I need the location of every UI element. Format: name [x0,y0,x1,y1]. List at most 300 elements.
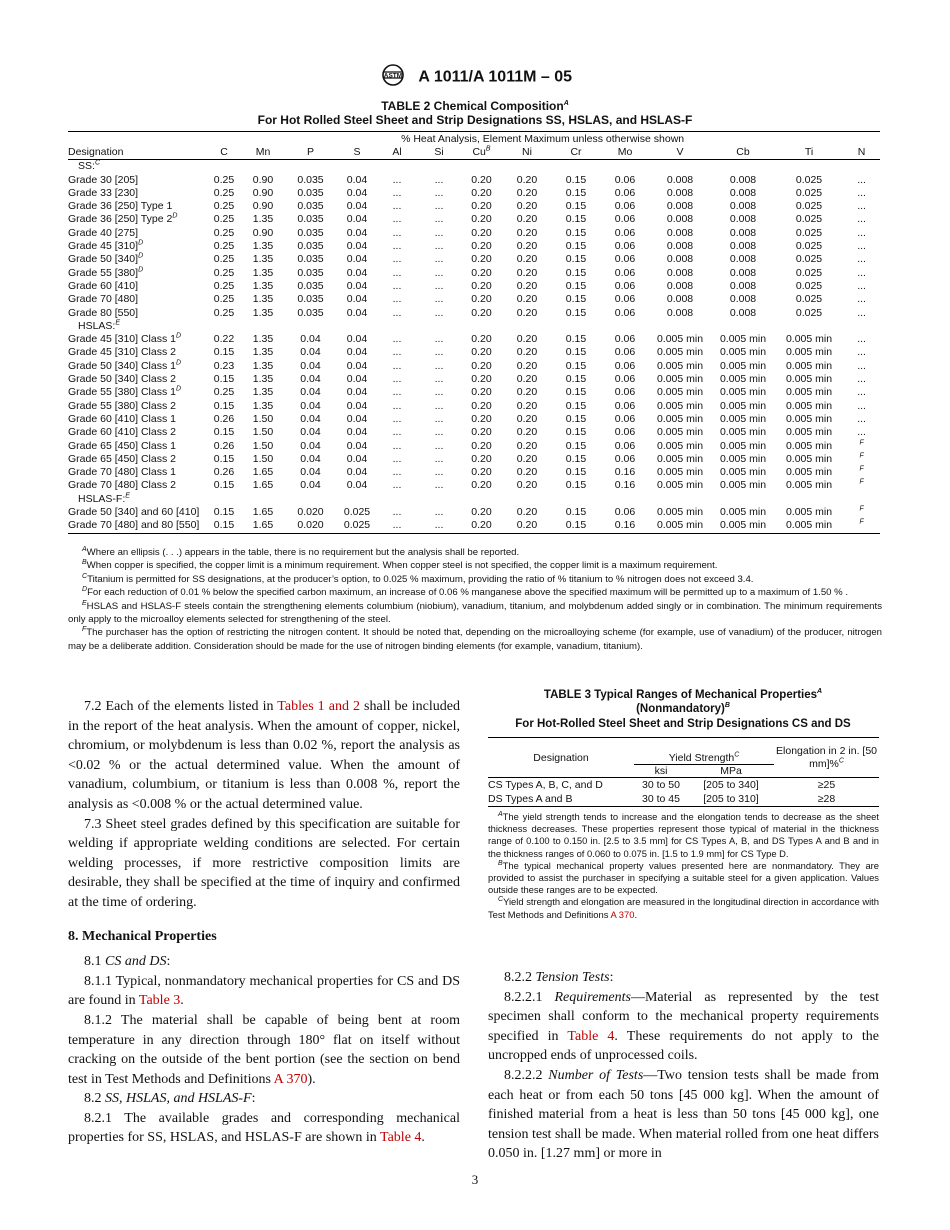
table2-cell-v: 0.008 [666,266,694,279]
table2-cell-v: 0.005 min [656,359,704,372]
table2-col-s: S [338,145,376,160]
table3-col-elongation: Elongation in 2 in. [50 mm]%$^C$ [774,738,879,778]
table2-cell-s: 0.04 [346,386,368,399]
table2-cell-mo: 0.06 [614,266,636,279]
table2-cell-cb: 0.008 [729,279,757,292]
table2-cell-v: 0.005 min [656,333,704,346]
table2-cell-p: 0.04 [300,412,321,425]
table2-cell-cr: 0.15 [565,386,587,399]
table3-col-designation: Designation [488,738,634,778]
table2-cell-s: 0.025 [343,506,371,519]
table2-cell-al: ... [392,173,402,186]
table2-row [68,333,880,346]
table2-cell-p: 0.035 [297,213,324,226]
table2-cell-n: ... [857,279,866,292]
table2-cell-c: 0.15 [213,506,235,519]
table2-cell-n: ... [857,293,866,306]
table2-cell-ti: 0.005 min [785,466,833,479]
table2-row-designation: Grade 60 [410] Class 1 [68,412,176,425]
table3-caption: TABLE 3 Typical Ranges of Mechanical Properties$^A$ (Nonmandatory)$^B$ For Hot-Rolled Steel Sheet and Strip Designations CS and DS [488,688,878,731]
table2-cell-al: ... [392,253,402,266]
table2-cell-ti: 0.025 [795,213,823,226]
table2-cell-cu: 0.20 [471,479,492,492]
table2-cell-cu: 0.20 [471,412,492,425]
table2-cell-p: 0.035 [297,293,324,306]
table2-cell-c: 0.25 [213,226,235,239]
table2-col-n: N [843,145,880,160]
table2-cell-v: 0.005 min [656,412,704,425]
paragraph-8-2-2-1: 8.2.2.1 Requirements—Material as represented by the test specimen shall conform to the mechanical property requirements specified in Table 4. These requirements do not apply to the uncropped ends of unprocessed coils. [488,989,879,1064]
table2-cell-v: 0.008 [666,173,694,186]
table2-row-designation: Grade 50 $[340]^D$ [68,252,144,266]
table3-cell-elong: ≥25 [817,779,836,791]
table2-cell-mn: 1.35 [252,240,274,253]
paragraph-8-1-1: 8.1.1 Typical, nonmandatory mechanical properties for CS and DS are found in Table 3. [68,973,460,1009]
table2-row-designation: Grade 70 [480] [68,293,139,306]
table2-cell-ti: 0.025 [795,306,823,319]
table2-row-designation: Grade 36 [250] Type $2^D$ [68,212,178,226]
table2-cell-s: 0.04 [346,479,368,492]
paragraph-8-2-2-2: 8.2.2.2 Number of Tests—Two tension tests shall be made from each heat or from each 50 tons [45 000 kg]. When the amount of finished material from a heat is less than 50 tons [45 000 kg], one tension test shall be made. When material rolled from one heat differs 0.050 in. [1.27 mm] or more in [488,1067,880,1162]
paragraph-8-1: 8.1 CS and DS: [84,954,171,970]
table2-cell-al: ... [392,186,402,199]
table3-row [488,792,879,807]
table2-cell-mn: 1.35 [252,359,274,372]
table2-cell-ti: 0.005 min [785,333,833,346]
table2-row [68,426,880,439]
table2-cell-c: 0.15 [213,373,235,386]
table2-cell-cb: 0.005 min [719,346,767,359]
table2-cell-n: F [859,478,864,486]
table2-cell-mo: 0.06 [614,293,636,306]
table3-cell-elong: ≥28 [774,792,879,807]
table2-cell-v: 0.005 min [656,346,704,359]
table2-row [68,440,880,453]
table2-cell-cr: 0.15 [565,200,587,213]
table2-cell-ti: 0.025 [795,266,823,279]
table2-cell-al: ... [392,200,402,213]
table2-cell-cu: 0.20 [471,266,492,279]
table2-cell-ni: 0.20 [516,240,538,253]
table2-cell-cb: 0.005 min [719,333,767,346]
table2-cell-cb: 0.008 [729,200,757,213]
table2-cell-v: 0.008 [666,279,694,292]
table2-cell-s: 0.04 [346,306,368,319]
table2-row [68,386,880,399]
table2-row [68,506,880,519]
table2-cell-cr: 0.15 [565,279,587,292]
table2-cell-mo: 0.06 [614,373,636,386]
table2-cell-ti: 0.025 [795,226,823,239]
table2-cell-ti: 0.025 [795,279,823,292]
table2-footnote: $^E$HSLAS and HSLAS-F steels contain the strengthening elements columbium (niobium), vanadium, titanium, and molybdenum added singly or in combination. The minimum requirements only apply to the microalloy elements selected for strengthening of the steel. [68,599,882,626]
table2-cell-cb: 0.005 min [719,359,767,372]
table2-cell-cr: 0.15 [565,346,587,359]
table2-cell-p: 0.04 [300,466,321,479]
table2-footnote: $^D$For each reduction of 0.01 % below the specified carbon maximum, an increase of 0.06 % manganese above the specified maximum will be permitted up to a maximum of 1.50 % . [82,586,849,599]
table2-cell-v: 0.008 [666,306,694,319]
table2-cell-mo: 0.16 [614,466,636,479]
table2-cell-n: ... [857,346,866,359]
table2-cell-cb: 0.005 min [719,399,767,412]
table2-cell-ni: 0.20 [516,253,538,266]
table2-cell-ti: 0.005 min [785,506,833,519]
table2-title: TABLE 2 Chemical Composition [381,99,564,113]
table2-cell-cb: 0.005 min [719,426,767,439]
table2-cell-ni: 0.20 [516,213,538,226]
table2-cell-c: 0.25 [213,293,235,306]
table2-cell-cu: 0.20 [471,373,492,386]
table2-cell-cu: 0.20 [471,466,492,479]
table2-cell-ti: 0.025 [795,200,823,213]
table2-row [68,413,880,426]
table2-row [68,479,880,492]
table2-row-designation: Grade 65 [450] Class 2 [68,452,176,465]
table3-footnote: $^C$Yield strength and elongation are measured in the longitudinal direction in accordance with Test Methods and Definitions A 370. [488,896,879,920]
table2-cell-mo: 0.06 [614,426,636,439]
table2-cell-si: ... [434,306,444,319]
table2-cell-mo: 0.06 [614,439,636,452]
svg-text:ASTM: ASTM [383,72,403,80]
table2-cell-p: 0.020 [297,506,324,519]
table2-row [68,400,880,413]
table2-cell-c: 0.26 [213,439,235,452]
table2-cell-mn: 1.35 [252,279,274,292]
table2-cell-s: 0.04 [346,173,368,186]
table2-cell-n: ... [857,266,866,279]
astm-logo-icon [378,64,408,91]
table2-cell-c: 0.15 [213,479,235,492]
table2-cell-n: ... [857,333,866,346]
table2-cell-al: ... [392,479,402,492]
table2-cell-si: ... [434,466,444,479]
table2-cell-cu: 0.20 [471,186,492,199]
table2-cell-cr: 0.15 [565,173,587,186]
table2-cell-s: 0.025 [338,519,376,533]
table2-cell-s: 0.04 [346,399,368,412]
table2-cell-v: 0.005 min [656,506,704,519]
table2-cell-c: 0.25 [213,240,235,253]
table2-cell-s: 0.04 [346,346,368,359]
table2-cell-ni: 0.20 [516,346,538,359]
table2-cell-mn: 0.90 [252,173,274,186]
table2-cell-cu: 0.20 [471,200,492,213]
link-a370-footnote[interactable]: A 370 [610,908,635,920]
table2-row-designation: Grade 36 [250] Type 1 [68,200,173,213]
table2-cell-ni: 0.20 [503,519,551,533]
table2-row [68,307,880,320]
table2-cell-v: 0.005 min [656,466,704,479]
table2-cell-n: F [859,465,864,473]
table2-cell-al: ... [392,306,402,319]
table2-cell-p: 0.035 [297,226,324,239]
table2-cell-s: 0.04 [346,439,368,452]
table2-cell-mo: 0.06 [614,359,636,372]
table2-group-label: SS:$^C$ [78,159,100,173]
table3-cell-designation: CS Types A, B, C, and D [488,779,603,791]
link-a370[interactable]: A 370 [273,1071,308,1087]
table2-cell-n: ... [857,173,866,186]
table2-cell-n: F [859,505,864,513]
table2-cell-c: 0.25 [213,386,235,399]
table2-cell-ni: 0.20 [516,506,538,519]
table2-cell-s: 0.04 [346,426,368,439]
table2-cell-si: ... [434,439,444,452]
table2-cell-cb: 0.008 [729,266,757,279]
table2-row-designation: Grade 70 [480] Class 2 [68,479,176,492]
table2-cell-n: ... [857,359,866,372]
table2-cell-ti: 0.005 min [785,426,833,439]
table2-cell-si: ... [434,452,444,465]
table2-cell-al: ... [392,226,402,239]
table3-row [488,778,879,793]
table2-cell-mo: 0.06 [614,226,636,239]
table2-cell-p: 0.035 [297,186,324,199]
table2-cell-si: ... [434,373,444,386]
table2-cell-al: ... [392,346,402,359]
table3-footnote: $^A$The yield strength tends to increase and the elongation tends to decrease as the sheet thickness decreases. These properties represent those typical of material in the thickness range of 0.100 to 0.150 in. [2.5 to 3.5 mm] for CS Types A, B, and DS Types A and B and in the thickness ranges of 0.060 to 0.075 in. [1.5 to 1.9 mm] for CS Type D. [488,810,879,859]
table2-cell-v: 0.008 [666,293,694,306]
table2-cell-mo: 0.06 [614,173,636,186]
table2-row-designation: Grade 55 [380] Class $1^D$ [68,385,182,399]
table2-cell-mn: 1.65 [243,519,283,533]
table2-cell-c: 0.15 [213,346,235,359]
table2-col-designation: Designation [68,145,205,160]
table3-col-yield: Yield Strength$^C$ [634,738,774,765]
table2-cell-mo: 0.06 [614,333,636,346]
table2-cell-p: 0.04 [300,439,321,452]
table2-row-designation: Grade 55 [380] Class 2 [68,399,176,412]
table2-cell-mn: 1.35 [252,399,274,412]
table2-cell-mn: 1.50 [252,452,274,465]
table2-cell-mn: 0.90 [252,200,274,213]
table2-cell-cr: 0.15 [565,439,587,452]
right-column-text [488,968,879,1164]
table2-cell-mn: 1.35 [252,386,274,399]
table2-cell-p: 0.035 [297,266,324,279]
table2-cell-si: ... [434,412,444,425]
table2-cell-mn: 1.35 [252,266,274,279]
table2-cell-p: 0.04 [300,452,321,465]
table2-cell-s: 0.04 [346,266,368,279]
table2-cell-al: ... [392,240,402,253]
table2-cell-cu: 0.20 [471,279,492,292]
table2-cell-si: ... [418,519,460,533]
table2-cell-mn: 1.35 [252,373,274,386]
table2-cell-cb: 0.008 [729,293,757,306]
table2-cell-si: ... [434,240,444,253]
table2-cell-cr: 0.15 [565,373,587,386]
table2-cell-cr: 0.15 [565,186,587,199]
table2-cell-ti: 0.005 min [785,452,833,465]
table2-cell-cb: 0.008 [729,213,757,226]
table2-title-note: A [563,100,569,107]
table2-row [68,466,880,479]
table2-cell-n: F [859,439,864,447]
table2-cell-si: ... [434,359,444,372]
table2-cell-c: 0.25 [213,279,235,292]
table2-cell-n: ... [857,240,866,253]
table2-cell-v: 0.008 [666,226,694,239]
table2-cell-mn: 1.35 [252,253,274,266]
table2-cell-cb: 0.005 min [719,439,767,452]
table2-cell-si: ... [434,399,444,412]
table2-cell-p: 0.035 [297,200,324,213]
table2-cell-n: ... [857,306,866,319]
table2-cell-mo: 0.06 [614,213,636,226]
table2-cell-mo: 0.06 [614,346,636,359]
table2-cell-al: ... [392,359,402,372]
table2-cell-n: ... [857,386,866,399]
table2-cell-s: 0.04 [346,200,368,213]
table2-cell-mn: 1.50 [252,426,274,439]
link-tables-1-and-2[interactable]: Tables 1 and 2 [277,699,360,714]
table2-group-label: HSLAS-F:$^E$ [78,492,130,505]
table2-cell-ni: 0.20 [516,359,538,372]
document-designation: A 1011/A 1011M – 05 [418,68,573,86]
table2-cell-cr: 0.15 [565,266,587,279]
table2-cell-ti: 0.025 [795,293,823,306]
table2-cell-s: 0.04 [346,373,368,386]
table2-cell-ti: 0.025 [795,186,823,199]
left-column-text [68,697,460,1148]
table2-cell-cb: 0.005 min [719,386,767,399]
table2-cell-cu: 0.20 [471,213,492,226]
table2-cell-cr: 0.15 [565,306,587,319]
table2-row [68,519,880,533]
table2-cell-n: F [843,519,880,533]
table2-col-mo: Mo [601,145,649,160]
table2-col-si: Si [418,145,460,160]
table2-cell-ni: 0.20 [516,333,538,346]
table2-cell-n: ... [857,399,866,412]
table2-footnote: $^C$Titanium is permitted for SS designations, at the producer’s option, to 0.025 % maximum, providing the ratio of % titanium to % nitrogen does not exceed 3.4. [82,572,754,585]
table2-cell-n: ... [857,213,866,226]
table2-cell-v: 0.005 min [656,439,704,452]
table2-cell-p: 0.04 [300,386,321,399]
table2-chemical-composition [68,131,880,534]
table2-row-designation: Grade 33 [230] [68,186,139,199]
table2-cell-al: ... [392,386,402,399]
table3-cell-designation: DS Types A and B [488,792,634,807]
table2-cell-ti: 0.005 min [785,386,833,399]
table2-span-header: % Heat Analysis, Element Maximum unless otherwise shown [205,132,880,146]
table2-cell-s: 0.04 [346,466,368,479]
table2-cell-ni: 0.20 [516,466,538,479]
table2-row [68,346,880,359]
page-number: 3 [471,1172,479,1187]
table2-cell-s: 0.04 [346,293,368,306]
table2-cell-c: 0.22 [213,333,235,346]
table2-cell-si: ... [434,479,444,492]
table2-cell-v: 0.005 min [656,479,704,492]
table2-cell-ni: 0.20 [516,306,538,319]
table2-cell-c: 0.26 [213,412,235,425]
table2-row-designation: Grade 80 [550] [68,306,139,319]
table2-cell-p: 0.04 [300,346,321,359]
table2-cell-ti: 0.005 min [785,359,833,372]
table2-row [68,227,880,240]
table2-cell-p: 0.04 [300,479,321,492]
table2-cell-cb: 0.008 [729,253,757,266]
table2-cell-cb: 0.008 [729,173,757,186]
table2-cell-ni: 0.20 [516,452,538,465]
table2-cell-cb: 0.008 [729,240,757,253]
table2-col-mn: Mn [243,145,283,160]
table2-cell-n: ... [857,200,866,213]
table2-cell-mn: 1.35 [252,213,274,226]
table2-cell-al: ... [392,452,402,465]
table2-row [68,200,880,213]
table2-row [68,293,880,306]
table2-cell-cu: 0.20 [460,519,503,533]
table2-cell-si: ... [434,346,444,359]
table2-cell-v: 0.005 min [656,373,704,386]
table2-cell-c: 0.15 [213,426,235,439]
table2-cell-si: ... [434,253,444,266]
table2-cell-mn: 0.90 [252,186,274,199]
table2-cell-cu: 0.20 [471,386,492,399]
table2-cell-n: ... [857,186,866,199]
table2-cell-cu: 0.20 [471,399,492,412]
table2-cell-si: ... [434,173,444,186]
table2-cell-ni: 0.20 [516,426,538,439]
table2-col-p: P [283,145,338,160]
table2-cell-p: 0.020 [283,519,338,533]
table2-cell-cb: 0.005 min [719,466,767,479]
table2-col-cr: Cr [551,145,601,160]
table2-cell-s: 0.04 [346,333,368,346]
table2-cell-cu: 0.20 [471,426,492,439]
table2-cell-c: 0.15 [205,519,243,533]
table2-cell-si: ... [434,333,444,346]
table2-cell-ti: 0.005 min [785,479,833,492]
table2-cell-si: ... [434,226,444,239]
table2-cell-si: ... [434,506,444,519]
link-table-3[interactable]: Table 3 [138,993,181,1009]
table2-cell-mn: 1.65 [252,466,274,479]
table2-cell-p: 0.04 [300,333,321,346]
link-table-4-right[interactable]: Table 4 [567,1028,615,1044]
table2-cell-mn: 1.35 [252,293,274,306]
table2-col-al: Al [376,145,418,160]
table2-cell-p: 0.035 [297,306,324,319]
table2-cell-cb: 0.005 min [711,519,775,533]
table2-cell-ni: 0.20 [516,399,538,412]
table2-cell-c: 0.23 [213,359,235,372]
table2-cell-ni: 0.20 [516,412,538,425]
table2-row-designation: Grade 50 [340] and 60 [410] [68,506,200,519]
table2-cell-si: ... [434,426,444,439]
table2-cell-cb: 0.008 [729,306,757,319]
table2-cell-cb: 0.005 min [719,373,767,386]
table2-cell-al: ... [376,519,418,533]
table2-cell-cr: 0.15 [565,426,587,439]
table2-cell-cr: 0.15 [565,226,587,239]
table2-cell-p: 0.04 [300,399,321,412]
table2-row [68,453,880,466]
table2-cell-ti: 0.025 [795,240,823,253]
table2-cell-mn: 1.65 [252,506,274,519]
table2-row [68,187,880,200]
table2-cell-s: 0.04 [346,240,368,253]
link-table-4[interactable]: Table 4 [380,1130,422,1146]
table2-cell-cr: 0.15 [565,359,587,372]
table3-title: TABLE 3 Typical Ranges of Mechanical Properties [543,689,818,701]
table2-cell-n: F [859,452,864,460]
table2-cell-p: 0.04 [300,426,321,439]
table2-row [68,280,880,293]
